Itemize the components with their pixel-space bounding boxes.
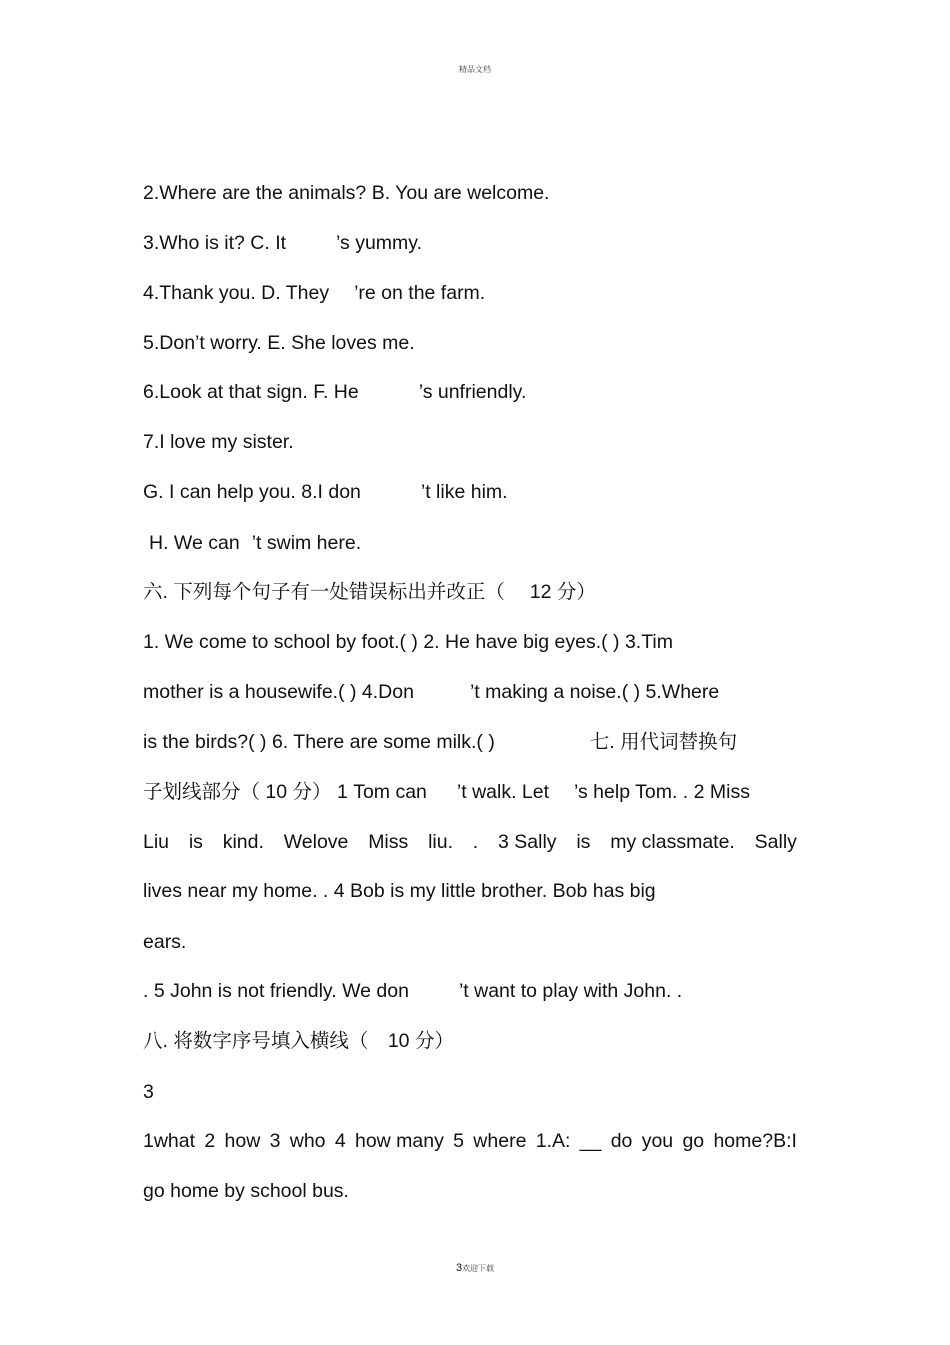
text-line: 7.I love my sister. bbox=[143, 431, 294, 453]
word: 5 bbox=[453, 1130, 464, 1152]
word: how bbox=[224, 1130, 261, 1152]
text-line: 3 bbox=[143, 1081, 154, 1103]
word: where bbox=[473, 1130, 527, 1152]
word: 3 Sally bbox=[498, 831, 557, 853]
text-fragment: ’s help Tom. . 2 Miss bbox=[574, 781, 750, 803]
page-number: 3 bbox=[455, 1262, 463, 1274]
word: Liu bbox=[143, 831, 170, 853]
footer-text: 欢迎下载 bbox=[462, 1264, 495, 1273]
word: do bbox=[610, 1130, 633, 1152]
word: liu. bbox=[428, 831, 453, 853]
text-line bbox=[143, 281, 485, 305]
text-line bbox=[143, 979, 682, 1003]
text-fragment: 4.Thank you. D. They bbox=[143, 282, 330, 304]
text-fragment: . 5 John is not friendly. We don bbox=[143, 980, 409, 1002]
text-fragment: ’t like him. bbox=[420, 481, 508, 503]
word: Welove bbox=[283, 831, 349, 853]
text-fragment: is the birds?( ) 6. There are some milk.( ) bbox=[143, 731, 495, 753]
text-fragment: ’t making a noise.( ) 5.Where bbox=[469, 681, 720, 703]
answer-blank: __ bbox=[579, 1130, 602, 1152]
text-line-justified bbox=[143, 1129, 797, 1153]
text-line: go home by school bus. bbox=[143, 1180, 349, 1202]
text-fragment: mother is a housewife.( ) 4.Don bbox=[143, 681, 414, 703]
text-fragment: G. I can help you. 8.I don bbox=[143, 481, 361, 503]
text-line bbox=[143, 730, 737, 754]
text-line bbox=[143, 231, 422, 255]
text-line bbox=[143, 680, 719, 704]
text-line bbox=[143, 480, 508, 504]
word: 1.A: bbox=[535, 1130, 571, 1152]
text-line: ears. bbox=[143, 931, 187, 953]
text-fragment: ’s unfriendly. bbox=[418, 381, 527, 403]
word: 1what bbox=[143, 1130, 196, 1152]
text-fragment: 3.Who is it? C. It bbox=[143, 232, 287, 254]
word: is bbox=[576, 831, 591, 853]
word: kind. bbox=[222, 831, 264, 853]
word: Miss bbox=[368, 831, 409, 853]
text-line: 1. We come to school by foot.( ) 2. He have big eyes.( ) 3.Tim bbox=[143, 631, 673, 653]
text-fragment: ’re on the farm. bbox=[354, 282, 486, 304]
word: how many bbox=[354, 1130, 444, 1152]
page-header: 精品文档 bbox=[459, 65, 491, 74]
text-line: 2.Where are the animals? B. You are welcome. bbox=[143, 182, 550, 204]
word: Sally bbox=[754, 831, 797, 853]
section-heading: 八. 将数字序号填入横线（ 10 分） bbox=[143, 1030, 454, 1052]
word: 3 bbox=[269, 1130, 281, 1152]
text-line: lives near my home. . 4 Bob is my little brother. Bob has big bbox=[143, 880, 656, 902]
text-fragment: 6.Look at that sign. F. He bbox=[143, 381, 359, 403]
word: go bbox=[682, 1130, 705, 1152]
text-fragment: ’s yummy. bbox=[336, 232, 422, 254]
page-footer bbox=[0, 1262, 950, 1274]
text-line bbox=[149, 531, 361, 555]
word: 2 bbox=[204, 1130, 216, 1152]
word: home?B:I bbox=[713, 1130, 797, 1152]
text-line bbox=[143, 780, 750, 804]
section-heading: 七. 用代词替换句 bbox=[589, 731, 738, 753]
text-fragment: H. We can bbox=[149, 532, 240, 554]
text-fragment: ’t walk. Let bbox=[456, 781, 550, 803]
word: who bbox=[289, 1130, 326, 1152]
text-line-justified bbox=[143, 830, 797, 854]
word: my classmate. bbox=[610, 831, 735, 853]
section-heading: 六. 下列每个句子有一处错误标出并改正（ 12 分） bbox=[143, 581, 596, 603]
text-line: 5.Don’t worry. E. She loves me. bbox=[143, 332, 415, 354]
text-fragment: 子划线部分（ 10 分） 1 Tom can bbox=[143, 781, 427, 803]
word: . bbox=[472, 831, 479, 853]
text-fragment: ’t swim here. bbox=[251, 532, 362, 554]
word: 4 bbox=[334, 1130, 346, 1152]
text-line bbox=[143, 380, 526, 404]
word: you bbox=[641, 1130, 674, 1152]
text-fragment: ’t want to play with John. . bbox=[458, 980, 683, 1002]
word: is bbox=[188, 831, 203, 853]
